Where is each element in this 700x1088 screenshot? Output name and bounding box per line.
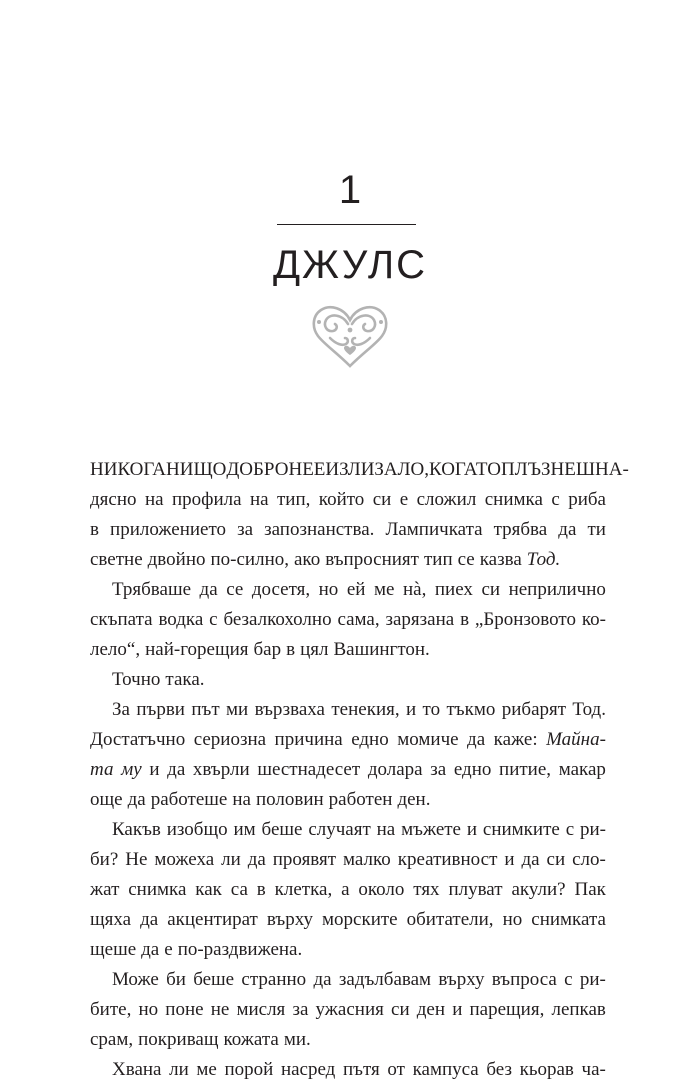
- word: малко: [343, 849, 391, 870]
- word: приложението: [110, 519, 227, 540]
- word: най-горещия: [145, 639, 249, 660]
- word: Е: [313, 459, 326, 480]
- word: не: [210, 999, 230, 1020]
- word: от: [387, 1059, 405, 1080]
- word: Тод.: [572, 699, 606, 720]
- word: но: [318, 579, 339, 600]
- word: щяха: [90, 909, 132, 930]
- word: ПЛЪЗНЕШ: [500, 459, 596, 480]
- text-line: [90, 485, 606, 515]
- word: Трябваше: [112, 579, 192, 600]
- word: жат: [90, 879, 120, 900]
- word: кожата: [223, 1029, 279, 1050]
- word: но: [502, 909, 523, 930]
- word: изобщо: [166, 819, 228, 840]
- word: покриващ: [138, 1029, 219, 1050]
- word: беше: [193, 969, 235, 990]
- word: Лампичката: [385, 519, 483, 540]
- word: е: [164, 939, 173, 960]
- word: ли: [221, 849, 241, 870]
- word: вързваха: [254, 699, 325, 720]
- text-line: [90, 455, 629, 485]
- word: в: [460, 609, 470, 630]
- word: и: [149, 759, 160, 780]
- word: ужасния: [315, 999, 384, 1020]
- text-line: [90, 725, 606, 755]
- word: насред: [280, 1059, 336, 1080]
- word: им: [233, 819, 256, 840]
- text-line: [90, 545, 606, 575]
- word: с: [564, 969, 573, 990]
- word: то: [422, 699, 441, 720]
- word: в: [286, 639, 296, 660]
- word: снимка: [484, 489, 543, 510]
- word: дясно: [90, 489, 137, 510]
- word: на: [376, 819, 396, 840]
- word: ден: [416, 999, 446, 1020]
- word: да: [167, 759, 186, 780]
- word: ри-: [579, 819, 606, 840]
- word: досетя,: [251, 579, 311, 600]
- word: който: [318, 489, 365, 510]
- word: тип,: [276, 489, 311, 510]
- word: би?: [90, 849, 119, 870]
- text-line: [90, 665, 606, 695]
- word: рибарят: [501, 699, 567, 720]
- word: запознанства.: [264, 519, 375, 540]
- word: се: [226, 579, 244, 600]
- word: цял: [300, 639, 329, 660]
- word: сама,: [337, 609, 380, 630]
- word: да: [313, 969, 332, 990]
- word: акули?: [511, 879, 566, 900]
- word: ДОБРО: [226, 459, 289, 480]
- word: си: [391, 999, 410, 1020]
- word: скъпата: [90, 609, 153, 630]
- word: ме: [373, 579, 395, 600]
- word: НИЩО: [166, 459, 227, 480]
- chapter-body-text: [90, 455, 629, 1085]
- text-line: [90, 1055, 606, 1085]
- word: ча-: [581, 1059, 606, 1080]
- word: нà,: [402, 579, 427, 600]
- word: да: [247, 849, 266, 870]
- word: как: [195, 879, 222, 900]
- word: и: [466, 819, 478, 840]
- word: кампуса: [412, 1059, 479, 1080]
- word: и: [504, 849, 515, 870]
- word: зарязана: [385, 609, 455, 630]
- word: Тод.: [526, 549, 561, 570]
- word: Не: [125, 849, 148, 870]
- word: „Бронзовото: [474, 609, 576, 630]
- word: безалкохолно: [223, 609, 332, 630]
- word: НИКОГА: [90, 459, 166, 480]
- word: ми.: [283, 1029, 311, 1050]
- word: да: [558, 519, 577, 540]
- word: още: [90, 789, 123, 810]
- word: двойно: [147, 549, 206, 570]
- word: ако: [294, 549, 321, 570]
- word: риба: [568, 489, 606, 510]
- word: на: [249, 489, 269, 510]
- word: ко-: [581, 609, 606, 630]
- word: та: [90, 759, 114, 780]
- word: път: [191, 699, 220, 720]
- text-line: [90, 695, 606, 725]
- word: е: [399, 489, 409, 510]
- word: с: [551, 489, 560, 510]
- chapter-number: 1: [338, 168, 362, 212]
- word: акцентират: [167, 909, 258, 930]
- text-line: [90, 845, 606, 875]
- word: Достатъчно: [90, 729, 186, 750]
- chapter-divider-line: [277, 224, 416, 225]
- text-line: [90, 1025, 606, 1055]
- word: ИЗЛИЗАЛО,: [325, 459, 430, 480]
- word: светне: [90, 549, 143, 570]
- word: парещия,: [469, 999, 545, 1020]
- word: но: [138, 999, 159, 1020]
- word: с: [209, 609, 218, 630]
- text-line: [90, 875, 606, 905]
- text-line: [90, 785, 606, 815]
- word: макар: [558, 759, 606, 780]
- word: снимките: [482, 819, 560, 840]
- word: Може: [112, 969, 159, 990]
- word: в: [256, 879, 266, 900]
- word: лело“,: [90, 639, 141, 660]
- word: ей: [346, 579, 366, 600]
- text-line: [90, 815, 606, 845]
- word: странно: [241, 969, 307, 990]
- word: тях: [413, 879, 440, 900]
- word: ме: [196, 1059, 217, 1080]
- word: трябва: [493, 519, 548, 540]
- word: порой: [224, 1059, 274, 1080]
- word: въпросният: [325, 549, 419, 570]
- word: за: [430, 759, 447, 780]
- word: поне: [165, 999, 204, 1020]
- word: креативност: [397, 849, 498, 870]
- word: долара: [367, 759, 423, 780]
- word: в: [90, 519, 99, 540]
- word: НЕ: [288, 459, 314, 480]
- word: да: [467, 729, 486, 750]
- word: ли: [169, 1059, 189, 1080]
- text-line: [90, 905, 606, 935]
- word: НА-: [595, 459, 629, 480]
- word: пътя: [342, 1059, 380, 1080]
- word: така.: [165, 669, 205, 690]
- word: ти: [587, 519, 606, 540]
- word: да: [127, 789, 146, 810]
- word: питие,: [499, 759, 552, 780]
- word: причина: [274, 729, 343, 750]
- word: щеше: [90, 939, 137, 960]
- word: и: [405, 699, 417, 720]
- text-line: [90, 635, 606, 665]
- word: профила: [171, 489, 242, 510]
- word: едно: [351, 729, 389, 750]
- word: можеха: [154, 849, 215, 870]
- word: му: [121, 759, 142, 780]
- word: върху: [266, 909, 313, 930]
- text-line: [90, 755, 606, 785]
- word: върху: [438, 969, 485, 990]
- word: каже:: [493, 729, 538, 750]
- word: лепкав: [551, 999, 606, 1020]
- word: на: [144, 489, 164, 510]
- word: си: [546, 849, 566, 870]
- word: а: [341, 879, 350, 900]
- word: беше: [261, 819, 303, 840]
- word: без: [486, 1059, 512, 1080]
- text-line: [90, 995, 606, 1025]
- word: и: [452, 999, 463, 1020]
- text-line: [90, 575, 606, 605]
- word: Какъв: [112, 819, 161, 840]
- word: първи: [136, 699, 185, 720]
- word: ден.: [397, 789, 431, 810]
- word: Точно: [112, 669, 161, 690]
- word: КОГАТО: [429, 459, 501, 480]
- word: да: [521, 849, 540, 870]
- word: работен: [328, 789, 393, 810]
- text-line: [90, 965, 606, 995]
- word: задълбавам: [338, 969, 432, 990]
- word: снимката: [531, 909, 606, 930]
- word: пиех: [434, 579, 473, 600]
- word: около: [358, 879, 405, 900]
- word: ми: [226, 699, 249, 720]
- word: тенекия,: [331, 699, 400, 720]
- word: Пак: [574, 879, 606, 900]
- word: Хвана: [112, 1059, 162, 1080]
- text-line: [90, 605, 606, 635]
- word: тъкмо: [446, 699, 496, 720]
- word: въпроса: [491, 969, 557, 990]
- word: с: [565, 819, 575, 840]
- word: би: [166, 969, 186, 990]
- word: по-силно,: [210, 549, 289, 570]
- word: за: [237, 519, 254, 540]
- word: сериозна: [193, 729, 267, 750]
- word: случаят: [308, 819, 371, 840]
- word: проявят: [272, 849, 337, 870]
- chapter-title: ДЖУЛС: [272, 243, 428, 287]
- word: шестнадесет: [257, 759, 361, 780]
- word: сло-: [572, 849, 606, 870]
- heart-flourish-icon: [308, 300, 392, 370]
- word: казва: [479, 549, 522, 570]
- word: срам,: [90, 1029, 134, 1050]
- word: Майна-: [546, 729, 606, 750]
- text-line: [90, 935, 606, 965]
- word: снимка: [128, 879, 187, 900]
- word: кьорав: [519, 1059, 574, 1080]
- text-line: [90, 515, 606, 545]
- word: плуват: [448, 879, 503, 900]
- word: мъжете: [401, 819, 461, 840]
- word: на: [232, 789, 251, 810]
- word: да: [140, 909, 159, 930]
- word: по-раздвижена.: [177, 939, 303, 960]
- word: мисля: [236, 999, 286, 1020]
- word: да: [141, 939, 160, 960]
- word: момиче: [397, 729, 459, 750]
- word: половин: [255, 789, 324, 810]
- word: морските: [322, 909, 398, 930]
- word: хвърли: [192, 759, 250, 780]
- word: си: [372, 489, 392, 510]
- word: За: [112, 699, 130, 720]
- word: ри-: [579, 969, 606, 990]
- word: да: [199, 579, 218, 600]
- word: бите,: [90, 999, 132, 1020]
- word: за: [292, 999, 309, 1020]
- word: клетка,: [274, 879, 333, 900]
- word: бар: [253, 639, 282, 660]
- word: едно: [453, 759, 492, 780]
- word: Вашингтон.: [333, 639, 430, 660]
- word: си: [481, 579, 501, 600]
- word: тип: [423, 549, 453, 570]
- word: работеше: [150, 789, 228, 810]
- word: се: [457, 549, 475, 570]
- word: са: [230, 879, 248, 900]
- word: неприлично: [508, 579, 606, 600]
- word: обитатели,: [406, 909, 494, 930]
- word: водка: [158, 609, 204, 630]
- word: сложил: [416, 489, 477, 510]
